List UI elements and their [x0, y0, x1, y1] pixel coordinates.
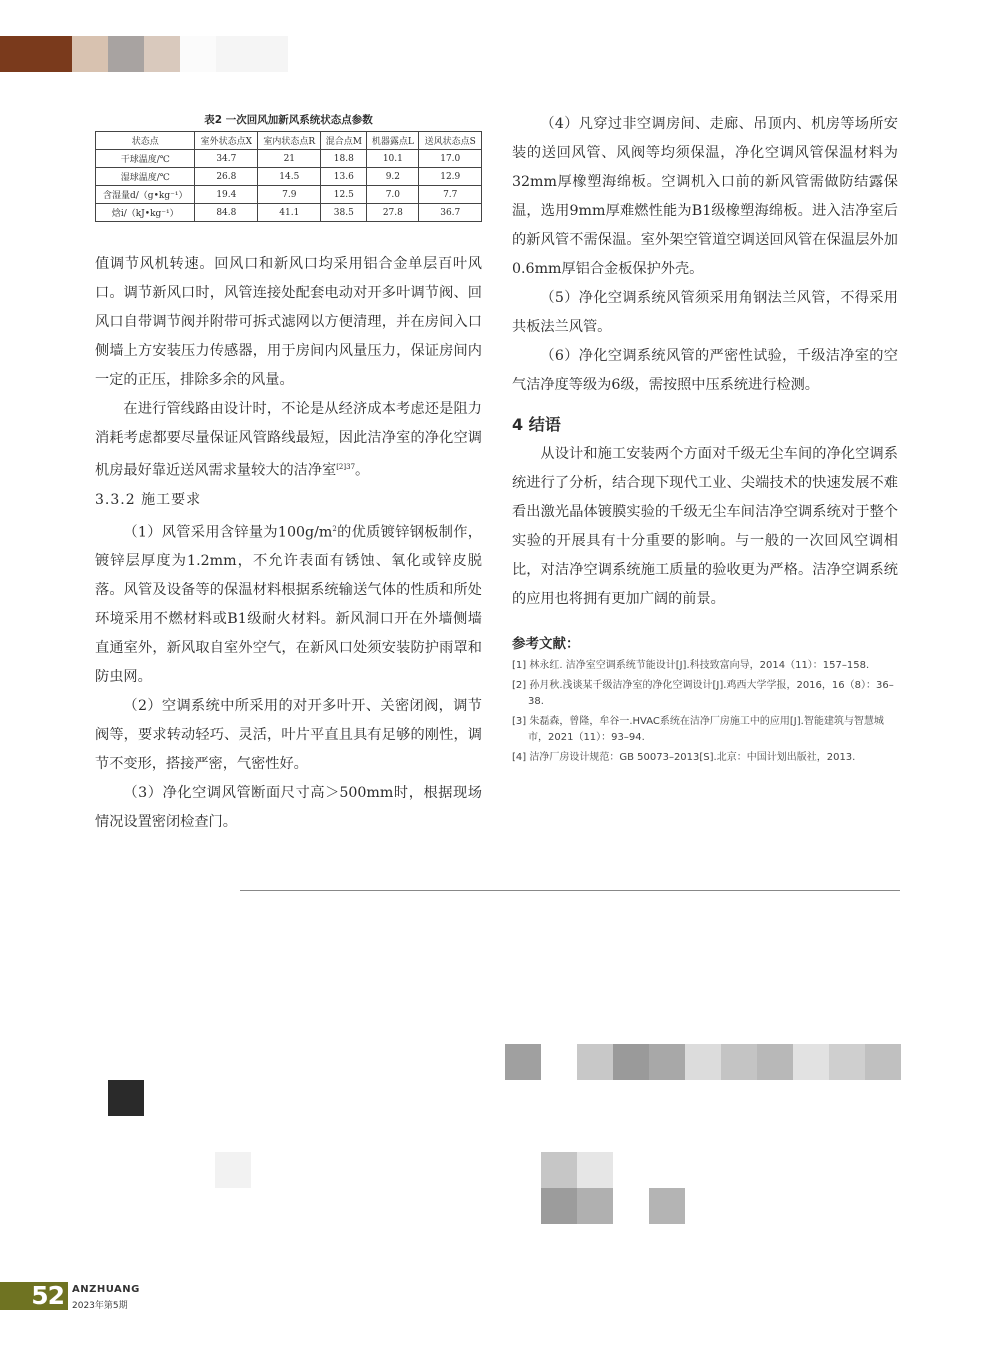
header-swatch	[144, 36, 180, 72]
body-paragraph	[95, 515, 482, 693]
reference-item: [1] 林永红. 洁净室空调系统节能设计[J].科技致富向导，2014（11）：157–158.	[512, 660, 870, 671]
references-list	[512, 658, 898, 766]
table-row	[96, 204, 482, 222]
table-cell: 27.8	[367, 204, 419, 222]
table-header-cell: 混合点M	[321, 132, 367, 150]
table-row-label: 干球温度/℃	[96, 150, 195, 168]
table-row-label: 含湿量d/（g•kg⁻¹）	[96, 186, 195, 204]
right-column	[512, 110, 898, 769]
header-swatch	[180, 36, 216, 72]
table-cell: 12.9	[419, 168, 482, 186]
table-cell: 19.4	[195, 186, 258, 204]
superscript: 2	[332, 524, 337, 533]
body-paragraph: 值调节风机转速。回风口和新风口均采用铝合金单层百叶风口。调节新风口时，风管连接处配套电动对开多叶调节阀、回风口自带调节阀并附带可拆式滤网以方便清理，并在房间入口侧墙上方安装压力传感器，用于房间内风量压力，保证房间内一定的正压，排除多余的风量。	[95, 256, 482, 388]
body-paragraph	[95, 395, 482, 486]
body-paragraph: （6）净化空调系统风管的严密性试验，千级洁净室的空气洁净度等级为6级，需按照中压系统进行检测。	[512, 348, 898, 393]
table-cell: 41.1	[258, 204, 321, 222]
table-header-cell: 机器露点L	[367, 132, 419, 150]
body-paragraph: （3）净化空调风管断面尺寸高＞500mm时，根据现场情况设置密闭检查门。	[95, 785, 482, 831]
section-heading: 4 结语	[512, 415, 561, 434]
state-point-table-block	[95, 112, 482, 222]
header-swatch	[72, 36, 108, 72]
table-cell: 84.8	[195, 204, 258, 222]
left-column	[95, 250, 482, 837]
subsection-heading: 3.3.2 施工要求	[95, 491, 202, 508]
table-cell: 14.5	[258, 168, 321, 186]
table-row-label: 焓i/（kJ•kg⁻¹）	[96, 204, 195, 222]
horizontal-divider	[240, 890, 900, 891]
body-text: 。	[355, 462, 370, 479]
body-paragraph: （4）凡穿过非空调房间、走廊、吊顶内、机房等场所安装的送回风管、风阀等均须保温，净化空调风管保温材料为32mm厚橡塑海绵板。空调机入口前的新风管需做防结露保温，选用9mm厚难燃性能为B1级橡塑海绵板。进入洁净室后的新风管不需保温。室外架空管道空调送回风管在保温层外加0.6mm厚铝合金板保护外壳。	[512, 116, 898, 277]
header-swatch	[216, 36, 288, 72]
body-paragraph: 从设计和施工安装两个方面对千级无尘车间的净化空调系统进行了分析，结合现下现代工业、尖端技术的快速发展不难看出激光晶体镀膜实验的千级无尘车间洁净空调系统对于整个实验的开展具有十分重要的影响。与一般的一次回风空调相比，对洁净空调系统施工质量的验收更为严格。洁净空调系统的应用也将拥有更加广阔的前景。	[512, 446, 898, 607]
table-header-cell: 送风状态点S	[419, 132, 482, 150]
table-header-cell: 状态点	[96, 132, 195, 150]
reference-item: [4] 洁净厂房设计规范：GB 50073–2013[S].北京：中国计划出版社，2013.	[512, 751, 856, 763]
header-color-strip	[0, 36, 288, 72]
reference-item: [2] 孙月秋.浅谈某千级洁净室的净化空调设计[J].鸡西大学学报，2016，16（8）：36–38.	[512, 679, 894, 707]
body-text: 在进行管线路由设计时，不论是从经济成本考虑还是阻力消耗考虑都要尽量保证风管路线最短，因此洁净室的净化空调机房最好靠近送风需求量较大的洁净室	[95, 401, 482, 479]
table-cell: 7.7	[419, 186, 482, 204]
table-cell: 10.1	[367, 150, 419, 168]
table-cell: 36.7	[419, 204, 482, 222]
table-caption: 表2 一次回风加新风系统状态点参数	[204, 114, 373, 126]
table-row	[96, 168, 482, 186]
table-cell: 17.0	[419, 150, 482, 168]
table-row	[96, 186, 482, 204]
table-cell: 38.5	[321, 204, 367, 222]
header-swatch	[0, 36, 72, 72]
body-paragraph: （5）净化空调系统风管须采用角钢法兰风管，不得采用共板法兰风管。	[512, 290, 898, 335]
body-text: （1）风管采用含锌量为100g/m	[123, 524, 333, 541]
state-point-table	[95, 131, 482, 222]
issue-label: 2023年第5期	[72, 1301, 128, 1311]
table-header-cell: 室外状态点X	[195, 132, 258, 150]
citation: [2]37	[336, 463, 356, 471]
reference-item: [3] 朱磊森，曾隆，牟谷一.HVAC系统在洁净厂房施工中的应用[J].智能建筑与智慧城市，2021（11）：93–94.	[512, 715, 884, 743]
table-header-cell: 室内状态点R	[258, 132, 321, 150]
table-header-row	[96, 132, 482, 150]
table-cell: 13.6	[321, 168, 367, 186]
table-row	[96, 150, 482, 168]
references-title: 参考文献：	[512, 636, 580, 652]
header-swatch	[108, 36, 144, 72]
table-row-label: 湿球温度/℃	[96, 168, 195, 186]
table-cell: 26.8	[195, 168, 258, 186]
magazine-name: ANZHUANG	[72, 1284, 140, 1295]
page-number: 52	[0, 1282, 68, 1310]
table-cell: 7.0	[367, 186, 419, 204]
table-cell: 7.9	[258, 186, 321, 204]
table-cell: 18.8	[321, 150, 367, 168]
table-cell: 21	[258, 150, 321, 168]
body-text: 的优质镀锌钢板制作，镀锌层厚度为1.2mm，不允许表面有锈蚀、氧化或锌皮脱落。风管及设备等的保温材料根据系统输送气体的性质和所处环境采用不燃材料或B1级耐火材料。新风洞口开在外墙侧墙直通室外，新风取自室外空气，在新风口处须安装防护雨罩和防虫网。	[95, 524, 482, 686]
body-paragraph: （2）空调系统中所采用的对开多叶开、关密闭阀，调节阀等，要求转动轻巧、灵活，叶片平直且具有足够的刚性，调节不变形，搭接严密，气密性好。	[95, 698, 482, 773]
table-cell: 9.2	[367, 168, 419, 186]
table-cell: 34.7	[195, 150, 258, 168]
table-cell: 12.5	[321, 186, 367, 204]
